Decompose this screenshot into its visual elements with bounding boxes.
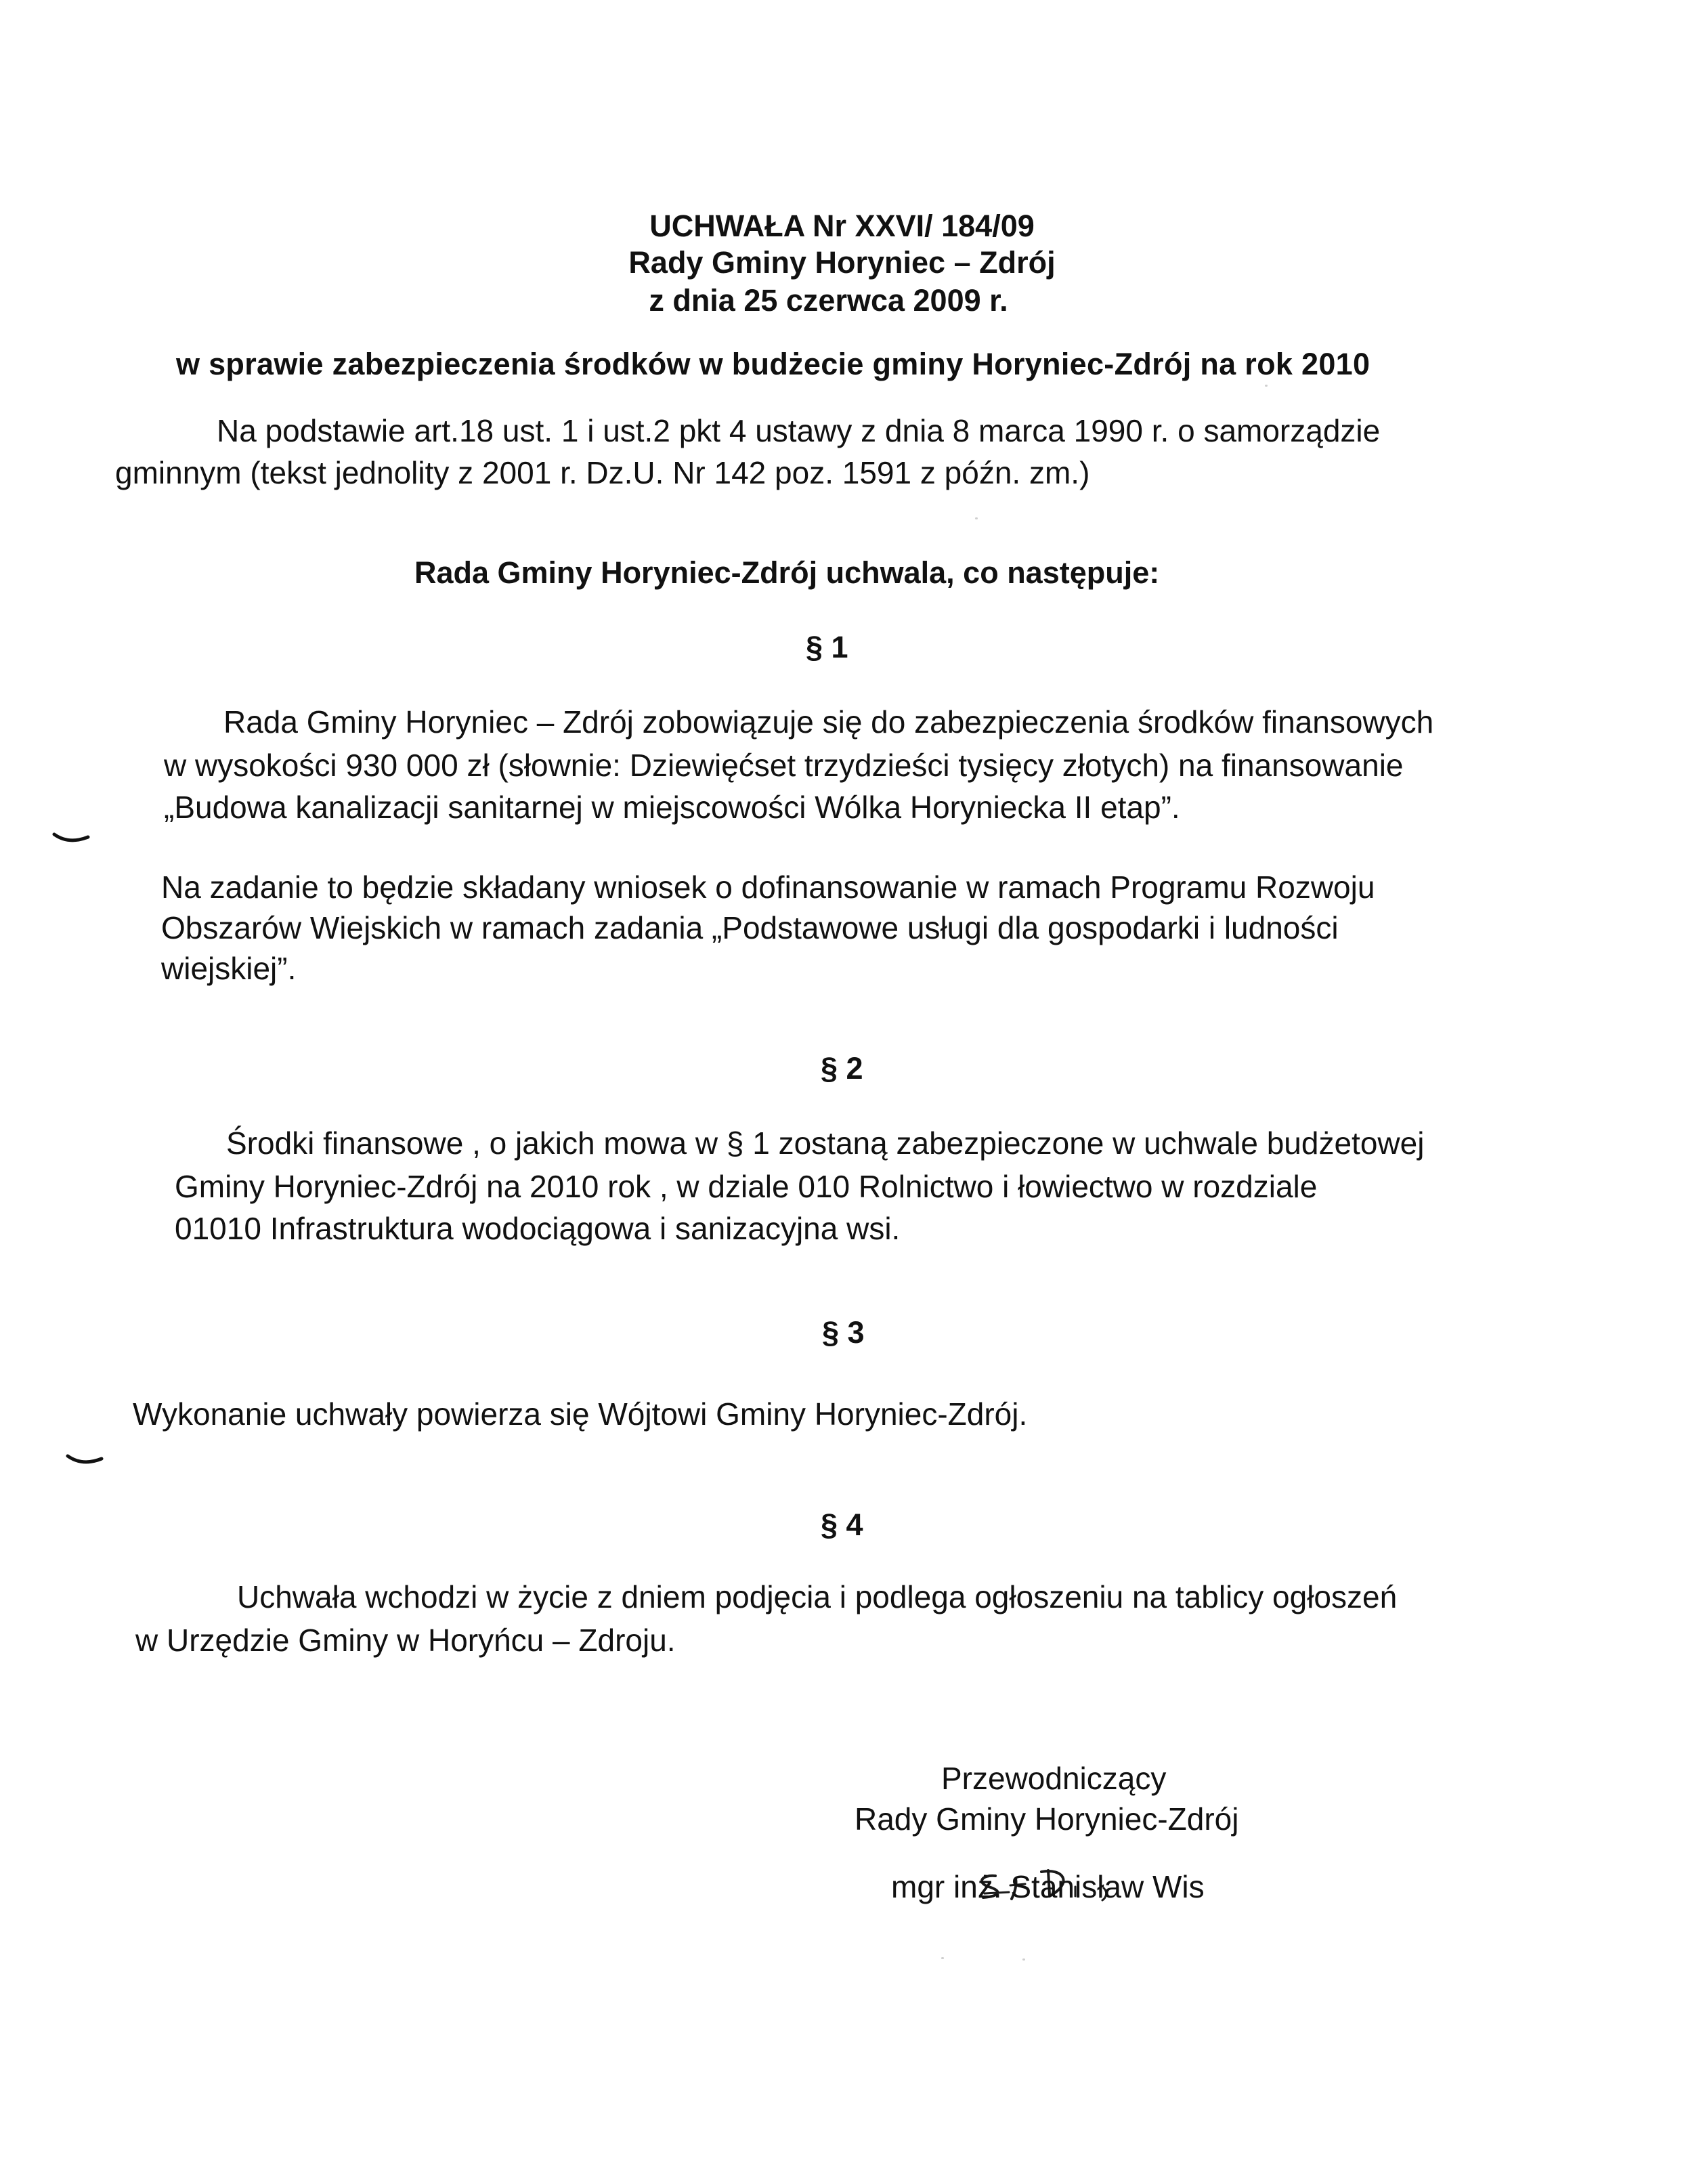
resolution-date: z dnia 25 czerwca 2009 r. bbox=[649, 283, 1008, 318]
resolution-council: Rady Gminy Horyniec – Zdrój bbox=[628, 245, 1056, 280]
section-3-heading: § 3 bbox=[822, 1315, 865, 1350]
section-1-para-1-line-3: „Budowa kanalizacji sanitarnej w miejscowości Wólka Horyniecka II etap”. bbox=[164, 790, 1180, 825]
signature-body: Rady Gminy Horyniec-Zdrój bbox=[855, 1801, 1239, 1837]
section-1-para-2-line-2: Obszarów Wiejskich w ramach zadania „Podstawowe usługi dla gospodarki i ludności bbox=[161, 910, 1339, 945]
section-1-para-2-line-3: wiejskiej”. bbox=[161, 951, 297, 986]
signature-role: Przewodniczący bbox=[941, 1761, 1167, 1796]
section-2-heading: § 2 bbox=[821, 1051, 863, 1086]
section-3-line-1: Wykonanie uchwały powierza się Wójtowi Gminy Horyniec-Zdrój. bbox=[133, 1396, 1028, 1432]
scan-speck bbox=[1022, 1958, 1025, 1961]
scan-speck bbox=[941, 1957, 944, 1959]
section-4-line-2: w Urzędzie Gminy w Horyńcu – Zdroju. bbox=[135, 1623, 676, 1658]
section-1-para-2-line-1: Na zadanie to będzie składany wniosek o dofinansowanie w ramach Programu Rozwoju bbox=[161, 870, 1375, 905]
section-2-line-1: Środki finansowe , o jakich mowa w § 1 zostaną zabezpieczone w uchwale budżetowej bbox=[226, 1126, 1425, 1161]
resolution-subject: w sprawie zabezpieczenia środków w budżecie gminy Horyniec-Zdrój na rok 2010 bbox=[176, 347, 1370, 381]
section-1-para-1-line-1: Rada Gminy Horyniec – Zdrój zobowiązuje się do zabezpieczenia środków finansowych bbox=[223, 704, 1434, 740]
legal-basis-line-2: gminnym (tekst jednolity z 2001 r. Dz.U. Nr 142 poz. 1591 z późn. zm.) bbox=[115, 455, 1090, 490]
resolves-statement: Rada Gminy Horyniec-Zdrój uchwala, co następuje: bbox=[414, 555, 1160, 590]
scan-speck bbox=[1265, 385, 1268, 387]
margin-check-mark bbox=[51, 832, 92, 845]
resolution-title: UCHWAŁA Nr XXVI/ 184/09 bbox=[649, 209, 1035, 243]
section-2-line-3: 01010 Infrastruktura wodociągowa i sanizacyjna wsi. bbox=[175, 1211, 901, 1246]
margin-check-mark bbox=[65, 1453, 106, 1467]
scan-speck bbox=[975, 517, 978, 519]
section-1-heading: § 1 bbox=[806, 630, 848, 664]
section-4-heading: § 4 bbox=[821, 1507, 863, 1542]
section-4-line-1: Uchwała wchodzi w życie z dniem podjęcia i podlega ogłoszeniu na tablicy ogłoszeń bbox=[237, 1579, 1398, 1614]
section-2-line-2: Gminy Horyniec-Zdrój na 2010 rok , w dziale 010 Rolnictwo i łowiectwo w rozdziale bbox=[175, 1169, 1318, 1204]
section-1-para-1-line-2: w wysokości 930 000 zł (słownie: Dziewięćset trzydzieści tysięcy złotych) na finansowanie bbox=[164, 748, 1404, 783]
legal-basis-line-1: Na podstawie art.18 ust. 1 i ust.2 pkt 4 ustawy z dnia 8 marca 1990 r. o samorządzie bbox=[217, 413, 1381, 448]
signature-name: mgr inż. Stanisław Wis bbox=[891, 1869, 1205, 1904]
